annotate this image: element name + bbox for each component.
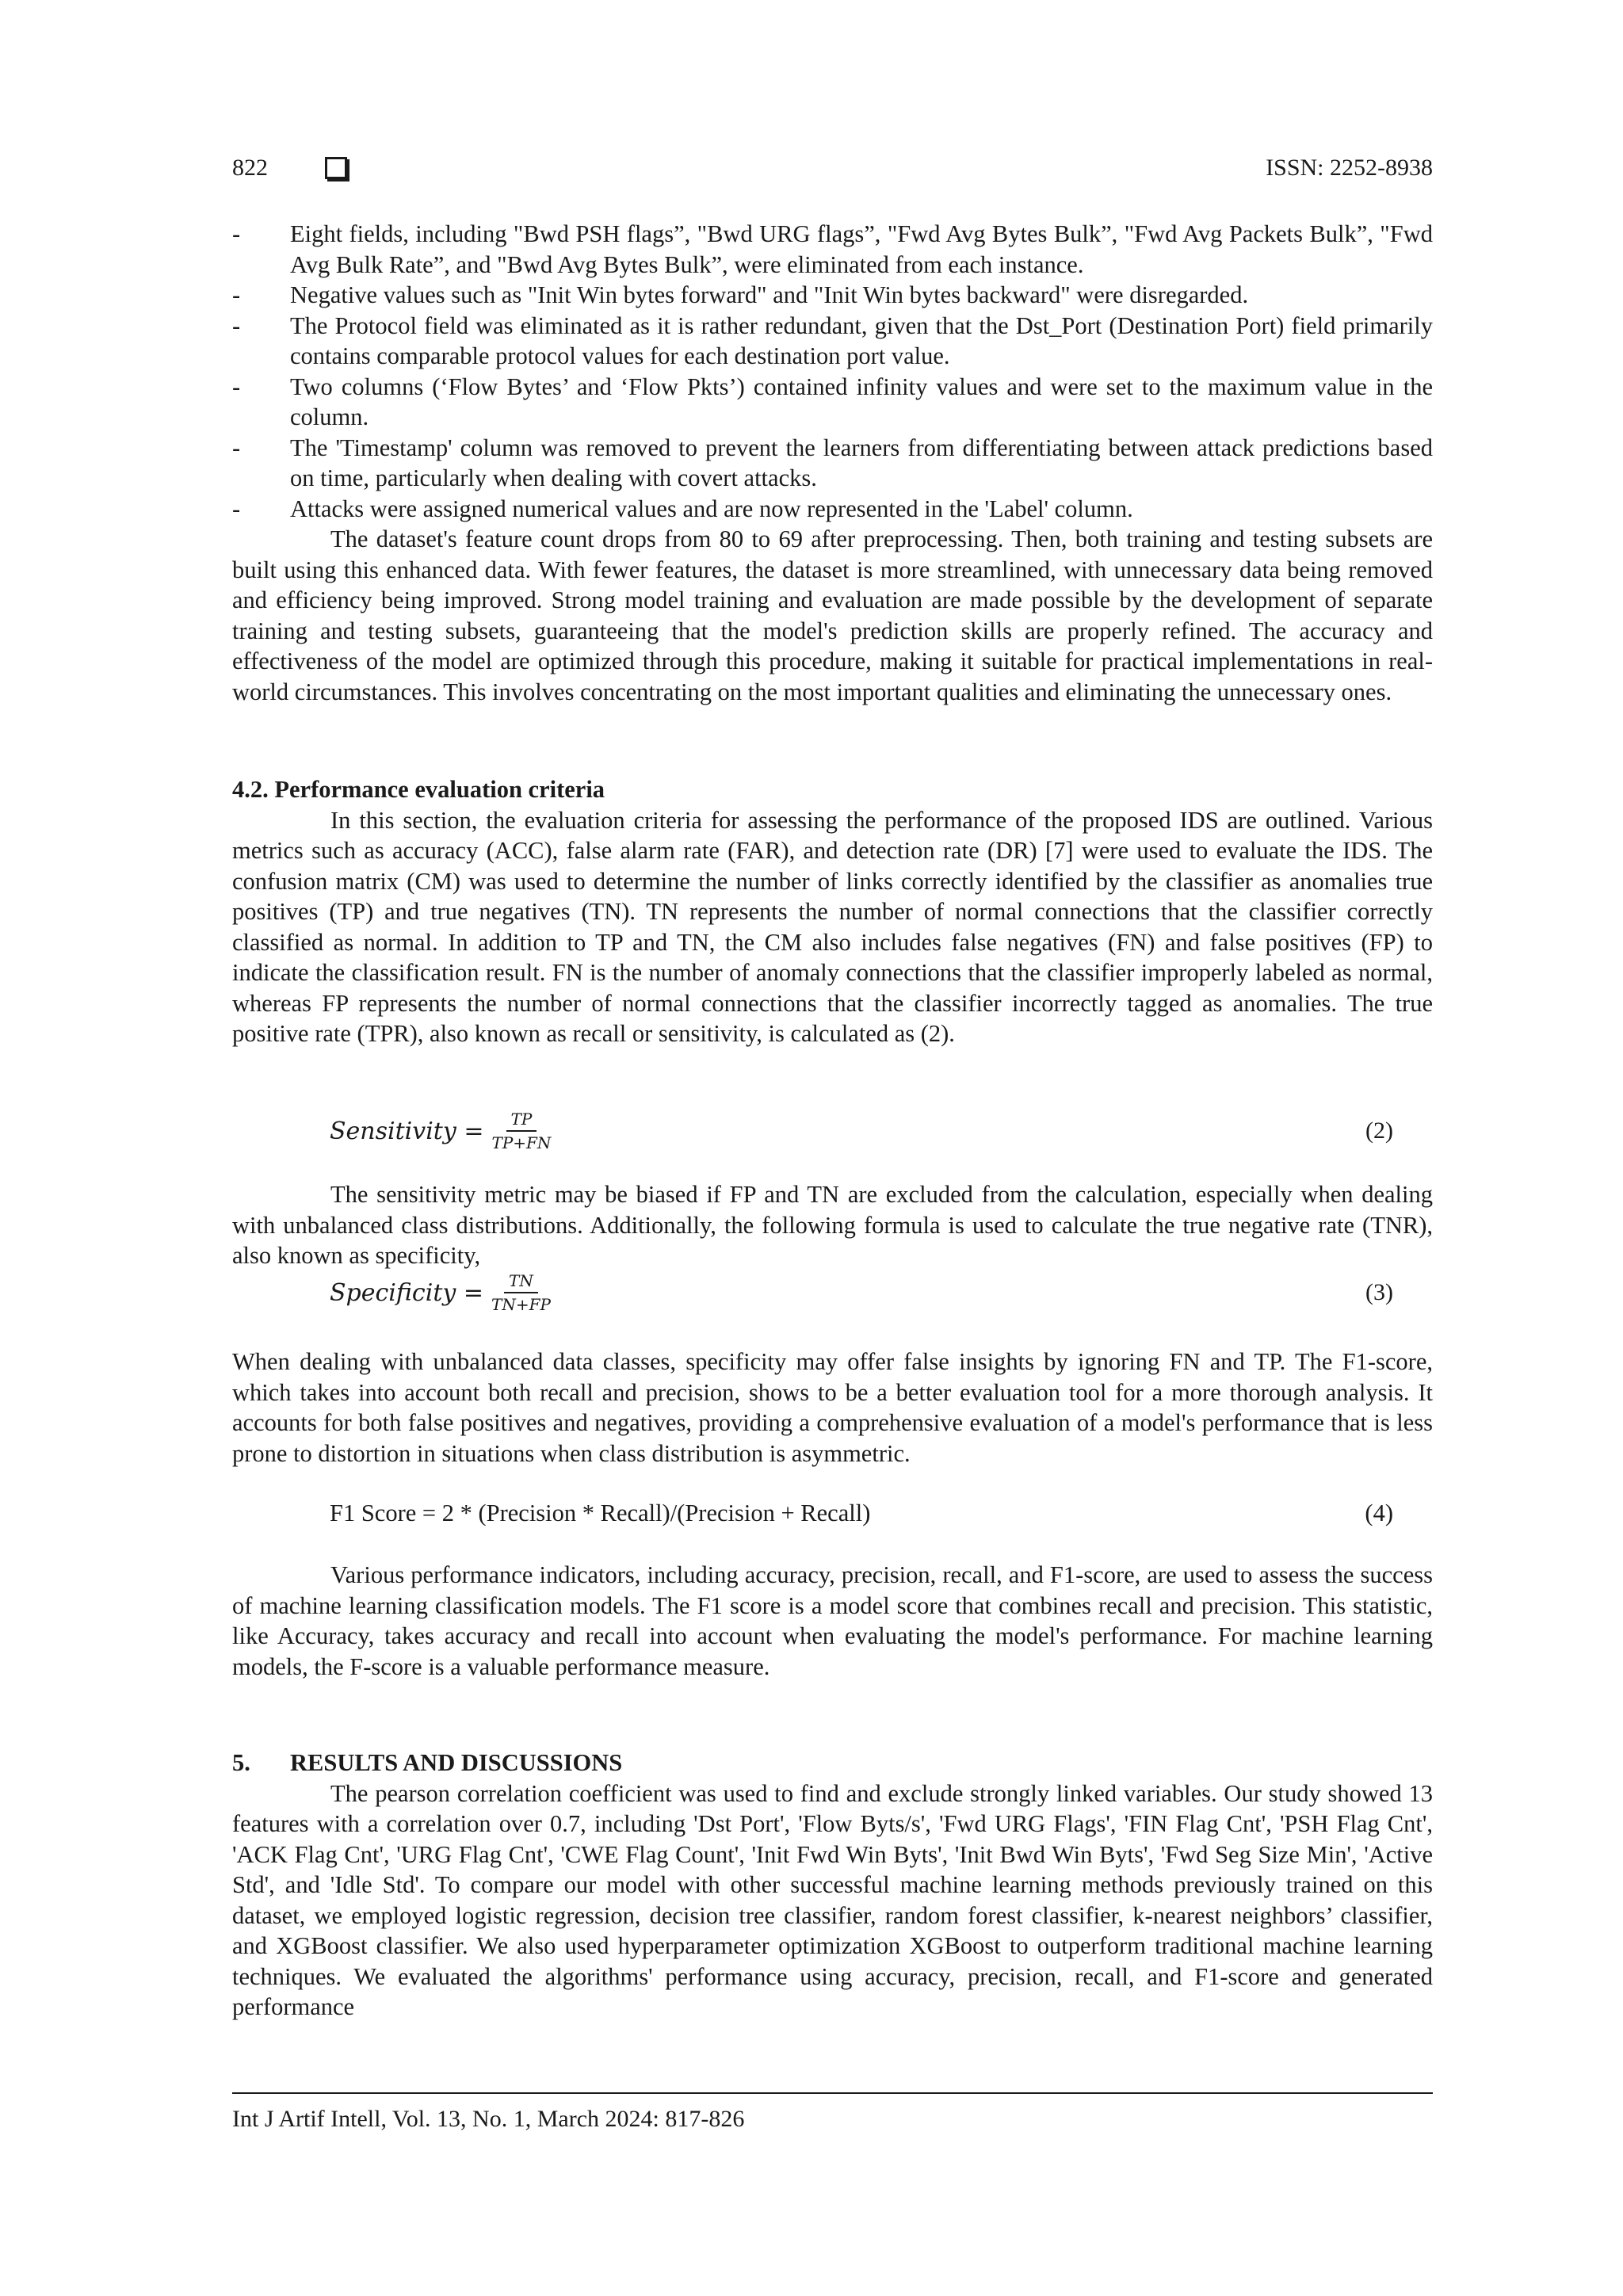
section-heading: 4.2. Performance evaluation criteria — [232, 776, 605, 803]
equation-number: (2) — [1365, 1117, 1393, 1144]
equation-number: (3) — [1365, 1279, 1393, 1305]
section-title: RESULTS AND DISCUSSIONS — [290, 1749, 623, 1776]
list-item: - Attacks were assigned numerical values and are now represented in the 'Label' column. — [232, 494, 1433, 525]
square-bullet-icon — [325, 157, 347, 179]
fraction-numerator: TN — [504, 1271, 538, 1293]
bullet-list — [232, 219, 1433, 707]
paragraph-block — [232, 1347, 1433, 1469]
equation-specificity — [232, 1265, 1393, 1320]
paragraph: When dealing with unbalanced data classes, specificity may offer false insights by ignoring FN and TP. The F1-score, which takes into account both recall and precision, shows to be a better evaluation tool for a more thorough analysis. It accounts for both false positives and negatives, providing a comprehensive evaluation of a model's performance that is less prone to distortion in situations when class distribution is asymmetric. — [232, 1348, 1433, 1467]
section-4-2 — [232, 774, 1433, 1049]
fraction — [492, 1110, 552, 1152]
list-item: - The Protocol field was eliminated as it is rather redundant, given that the Dst_Port (Destination Port) field primarily contains comparable protocol values for each destination port value. — [232, 311, 1433, 372]
footer-divider — [232, 2092, 1433, 2094]
bullet-dash: - — [232, 281, 241, 308]
section-number: 5. — [232, 1749, 250, 1776]
fraction-denominator: TN+FP — [491, 1295, 551, 1314]
paragraph: Various performance indicators, including accuracy, precision, recall, and F1-score, are used to assess the success of machine learning classification models. The F1 score is a model score that combines recall and precision. This statistic, like Accuracy, takes accuracy and recall into account when evaluating the model's performance. For machine learning models, the F-score is a valuable performance measure. — [232, 1561, 1433, 1680]
page-header — [232, 155, 1433, 181]
fraction-numerator: TP — [506, 1110, 537, 1132]
equation-lhs: Specificity = — [330, 1278, 483, 1307]
paragraph: The sensitivity metric may be biased if FP and TN are excluded from the calculation, especially when dealing with unbalanced class distributions. Additionally, the following formula is used to calculate the true negative rate (TNR), also known as specificity, — [232, 1181, 1433, 1269]
paragraph-block — [232, 1560, 1433, 1682]
bullet-dash: - — [232, 372, 241, 400]
paragraph: The pearson correlation coefficient was used to find and exclude strongly linked variables. Our study showed 13 features with a correlation over 0.7, including 'Dst Port', 'Flow Byts/s', 'Fwd URG Flags', 'FIN Flag Cnt', 'PSH Flag Cnt', 'ACK Flag Cnt', 'URG Flag Cnt', 'CWE Flag Count', 'Init Fwd Win Byts', 'Init Bwd Win Byts', 'Fwd Seg Size Min', 'Active Std', and 'Idle Std'. To compare our model with other successful machine learning methods previously trained on this dataset, we employed logistic regression, decision tree classifier, random forest classifier, k-nearest neighbors’ classifier, and XGBoost classifier. We also used hyperparameter optimization XGBoost to outperform traditional machine learning techniques. We evaluated the algorithms' performance using accuracy, precision, recall, and F1-score and generated performance — [232, 1779, 1433, 2020]
bullet-dash: - — [232, 220, 241, 247]
section-5 — [232, 1748, 1433, 2023]
list-item: - Two columns (‘Flow Bytes’ and ‘Flow Pkts’) contained infinity values and were set to the maximum value in the column. — [232, 372, 1433, 433]
bullet-dash: - — [232, 495, 241, 522]
equation-sensitivity — [232, 1103, 1393, 1159]
paragraph-preprocessing: The dataset's feature count drops from 80 to 69 after preprocessing. Then, both training and testing subsets are built using this enhanced data. With fewer features, the dataset is more streamlined, with unnecessary data being removed and efficiency being improved. Strong model training and evaluation are made possible by the development of separate training and testing subsets, guaranteeing that the model's prediction skills are properly refined. The accuracy and effectiveness of the model are optimized through this procedure, making it suitable for practical implementations in real-world circumstances. This involves concentrating on the most important qualities and eliminating the unnecessary ones. — [232, 525, 1433, 705]
fraction-denominator: TP+FN — [491, 1133, 552, 1152]
paragraph: In this section, the evaluation criteria for assessing the performance of the proposed IDS are outlined. Various metrics such as accuracy (ACC), false alarm rate (FAR), and detection rate (DR) [7] were used to evaluate the IDS. The confusion matrix (CM) was used to determine the number of links correctly identified by the classifier as anomalies true positives (TP) and true negatives (TN). TN represents the number of normal connections that the classifier correctly classified as normal. In addition to TP and TN, the CM also includes false negatives (FN) and false positives (FP) to indicate the classification result. FN is the number of anomaly connections that the classifier improperly labeled as normal, whereas FP represents the number of normal connections that the classifier incorrectly tagged as anomalies. The true positive rate (TPR), also known as recall or sensitivity, is calculated as (2). — [232, 806, 1433, 1047]
paragraph-block — [232, 1179, 1433, 1271]
equation-expression: F1 Score = 2 * (Precision * Recall)/(Precision + Recall) — [330, 1499, 871, 1526]
list-item: - Eight fields, including "Bwd PSH flags”, "Bwd URG flags”, "Fwd Avg Bytes Bulk”, "Fwd Avg Packets Bulk”, "Fwd Avg Bulk Rate”, and "Bwd Avg Bytes Bulk”, were eliminated from each instance. — [232, 219, 1433, 280]
fraction — [491, 1271, 551, 1314]
section-heading — [232, 1748, 1433, 1778]
list-item: - Negative values such as "Init Win bytes forward" and "Init Win bytes backward" were disregarded. — [232, 280, 1433, 311]
page-number: 822 — [232, 155, 268, 181]
list-item: - The 'Timestamp' column was removed to prevent the learners from differentiating between attack predictions based on time, particularly when dealing with covert attacks. — [232, 433, 1433, 494]
bullet-dash: - — [232, 434, 241, 461]
equation-lhs: Sensitivity = — [330, 1117, 484, 1145]
bullet-dash: - — [232, 311, 241, 339]
page-footer: Int J Artif Intell, Vol. 13, No. 1, March 2024: 817-826 — [232, 2106, 745, 2132]
issn: ISSN: 2252-8938 — [1266, 155, 1433, 181]
equation-number: (4) — [1365, 1499, 1393, 1526]
